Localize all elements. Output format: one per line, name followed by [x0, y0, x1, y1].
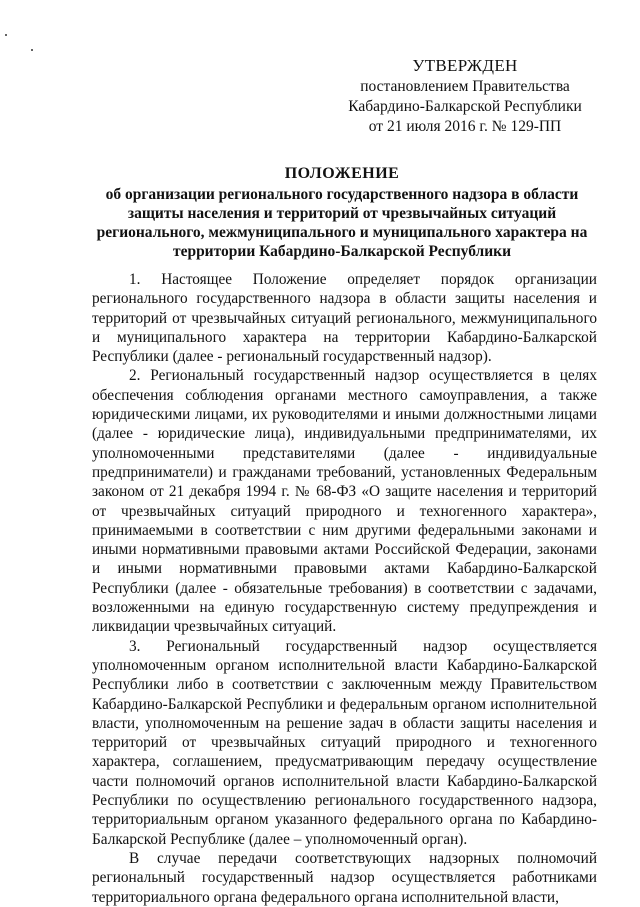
paragraph-3: 3. Региональный государственный надзор осуществляется уполномоченным органом исполнительной власти Кабардино-Балкарской Республики либо в соответствии с заключенным между Правительством Кабардино-Балкарской Республики и федеральным органом исполнительной власти, уполномоченным на решение задач в области защиты населения и территорий от чрезвычайных ситуаций природного и техногенного характера, соглашением, предусматривающим передачу осуществление части полномочий органов исполнительной власти Кабардино-Балкарской Республики по осуществлению регионального государственного надзора, территориальным органом указанного федерального органа по Кабардино-Балкарской Республике (далее – уполномоченный орган). [92, 637, 597, 848]
paragraph-1: 1. Настоящее Положение определяет порядок организации регионального государственного надзора в области защиты населения и территорий от чрезвычайных ситуаций регионального, межмуниципального и муниципального характера на территории Кабардино-Балкарской Республики (далее - региональный государственный надзор). [92, 271, 597, 366]
approval-line: Кабардино-Балкарской Республики [348, 98, 582, 115]
scan-speck [31, 49, 33, 51]
approval-stamp [330, 56, 600, 137]
document-body [92, 270, 597, 907]
document-subtitle-line: регионального, межмуниципального и муниципального характера на [96, 224, 588, 241]
paragraph-4: В случае передачи соответствующих надзорных полномочий региональный государственный надзор осуществляется работниками территориального органа федерального органа исполнительной власти, [92, 849, 597, 906]
document-subtitle-line: об организации регионального государственного надзора в области [105, 186, 579, 203]
paragraph-2: 2. Региональный государственный надзор осуществляется в целях обеспечения соблюдения органами местного самоуправления, а также юридическими лицами, их руководителями и иными должностными лицами (далее - юридические лица), индивидуальными предпринимателями, их уполномоченными представителями (далее - индивидуальные предприниматели) и гражданами требований, установленных Федеральным законом от 21 декабря 1994 г. № 68-ФЗ «О защите населения и территорий от чрезвычайных ситуаций природного и техногенного характера», принимаемыми в соответствии с ним другими федеральными законами и иными нормативными правовыми актами Российской Федерации, законами и иными нормативными правовыми актами Кабардино-Балкарской Республики (далее - обязательные требования) в соответствии с задачами, возложенными на единую государственную систему предупреждения и ликвидации чрезвычайных ситуаций. [92, 367, 597, 636]
document-title-block [92, 164, 592, 261]
approval-heading: УТВЕРЖДЕН [412, 56, 518, 75]
document-subtitle-line: территории Кабардино-Балкарской Республики [172, 243, 512, 260]
approval-line: постановлением Правительства [360, 78, 570, 95]
scan-speck [5, 34, 7, 36]
approval-line: от 21 июля 2016 г. № 129-ПП [368, 118, 562, 135]
document-title: ПОЛОЖЕНИЕ [284, 165, 400, 182]
document-subtitle-line: защиты населения и территорий от чрезвычайных ситуаций [127, 205, 557, 222]
